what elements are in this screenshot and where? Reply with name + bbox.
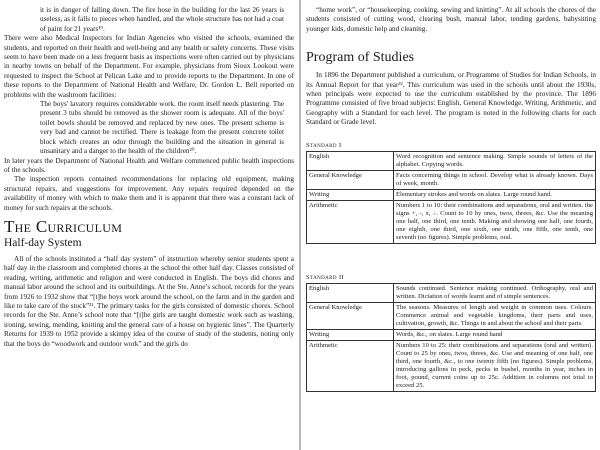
subject-cell: Arithmetic — [307, 200, 394, 243]
standard-2-label: Standard II — [306, 273, 345, 281]
subject-cell: General Knowledge — [307, 170, 394, 189]
content-cell: Sounds continued. Sentence making continued. Orthography, oral and written. Dictation of words learnt and of simple sentences. — [394, 283, 596, 302]
right-column — [306, 6, 596, 392]
section-heading-curriculum: The Curriculum — [4, 216, 123, 236]
table-row — [307, 170, 596, 189]
left-column — [4, 6, 294, 349]
paragraph-half-day: All of the schools instituted a “half day system” of instruction whereby senior students spent a half day in the classroom and completed chores at the school the other half day. Classes consisted of reading, writing, arithmetic and religion and were conducted in English. The boys did chores and manual labor around the school and its outbuildings. At the Ste. Anne’s school, records for the years from 1926 to 1932 show that “[t]he boys work around the school, on the farm and in the garden and like to take care of the stock”²¹. The primary tasks for the girls consisted of domestic chores. School records for the Ste. Anne’s school note that “[t]he girls are taught domestic work such as washing, ironing, sewing, mending, knitting and the general care of a house on hygienic lines”. The Quarterly Returns for 1939 to 1952 provide a skimpy idea of the course of study of the students, noting only that the boys do “woodwork and outdoor work” and the girls do — [4, 254, 294, 348]
content-cell: Numbers 10 to 25: their combinations and separations (oral and written). Count to 25 by ones, twos, threes, &c. Use and meaning of one half, one third, one fourth, &c., to one twenty fifth (no figures). Simple problems, introducing gallons in peck, pecks in bushel, months in year, inches in foot, pound, current coins up to 25c. Addition in columns not total to exceed 25. — [394, 340, 596, 391]
subject-cell: Writing — [307, 189, 394, 200]
table-row — [307, 302, 596, 329]
content-cell: Words, &c., on slates. Large round hand — [394, 329, 596, 340]
subject-cell: English — [307, 283, 394, 302]
table-row — [307, 200, 596, 243]
standard-1-label: Standard I — [306, 141, 342, 149]
paragraph-inspection-reports: The inspection reports contained recommendations for replacing old equipment, making structural repairs, and suggestions for improvement. Any repairs required depended on the availability of money with which to make them and it is apparent that there was a constant lack of money for such repairs at the schools. — [4, 175, 294, 212]
subject-cell: Arithmetic — [307, 340, 394, 391]
paragraph-chores: “home work”, or “housekeeping, cooking, sewing and knitting”. At all schools the chores of the students consisted of cutting wood, clearing bush, manual labor, tending gardens, babysitting younger kids, domestic help and cleaning. — [306, 6, 596, 33]
subheading-half-day-system: Half-day System — [4, 236, 82, 249]
content-cell: Elementary strokes and words on slates. Large round hand. — [394, 189, 596, 200]
content-cell: Facts concerning things in school. Develop what is already known. Days of week, month. — [394, 170, 596, 189]
page-gutter — [299, 0, 301, 450]
continued-quote: it is in danger of falling down. The fire hose in the building for the last 26 years is useless, as it falls to pieces when handled, and the whole structure has not had a coat of paint for 21 years¹⁹. — [40, 6, 284, 33]
table-row — [307, 151, 596, 170]
section-heading-program-of-studies: Program of Studies — [306, 50, 415, 66]
table-row — [307, 189, 596, 200]
subject-cell: General Knowledge — [307, 302, 394, 329]
paragraph-medical-inspectors: There were also Medical Inspectors for Indian Agencies who visited the schools, examined the students, and reported on their health and well-being and any health or safety concerns. These visits seem to have been made on a less frequent basis as inspections were often carried out by physicians in nearby towns on behalf of the Department. For example, physicians from Sioux Lookout were requested to inspect the School at Pelican Lake and to provide reports to the Department. In one of these reports to the Department of National Health and Welfare, Dr. Gordon L. Bell reported on problems with the washroom facilities: — [4, 34, 294, 99]
table-row — [307, 283, 596, 302]
table-row — [307, 340, 596, 391]
standard-2-table — [306, 283, 596, 392]
paragraph-program: In 1896 the Department published a curriculum, or Programme of Studies for Indian Schools, in its Annual Report for that year²². This curriculum was used in the schools until about the 1930s, when principals were expected to use the curriculum established by the province. The 1896 Programme consisted of five broad subjects: English, General Knowledge, Writing, Arithmetic, and Geography with a Standard for each level. The program is noted in the following charts for each Standard or Grade level. — [306, 71, 596, 127]
block-quote-bell: The boys' lavatory requires considerable work. the room itself needs plastering. The present 3 tubs should be removed as the shower room is adequate. All of the boys' toilet bowls should be removed and replaced by new ones. The present scheme is very bad and cannot be rectified. There is leakage from the present concrete toilet block which creates an odor through the building and the situation in general is unsanitary and a danger to the health of the children²⁰. — [40, 100, 284, 156]
subject-cell: Writing — [307, 329, 394, 340]
table-row — [307, 329, 596, 340]
content-cell: Word recognition and sentence making. Simple sounds of letters of the alphabet. Copying words. — [394, 151, 596, 170]
subject-cell: English — [307, 151, 394, 170]
content-cell: The seasons. Measures of length and weight in common uses. Colours. Commence animal and vegetable kingdoms, their parts and uses, cultivation, growth, &c. Things in and about the school and their parts. — [394, 302, 596, 329]
standard-1-table — [306, 151, 596, 244]
content-cell: Numbers 1 to 10: their combinations and separations, oral and written. the signs +, -, x, ÷. Count to 10 by ones, twos, threes, &c. Use the meaning one half, one third, one tenth. Making and showing one half, one fourth, one eighth, one third, one sixth, one ninth, one fifth, one tenth, one seventh (no figures). Simple problems, oral. — [394, 200, 596, 243]
paragraph-public-health: In later years the Department of National Health and Welfare commenced public health inspections of the schools. — [4, 156, 294, 174]
